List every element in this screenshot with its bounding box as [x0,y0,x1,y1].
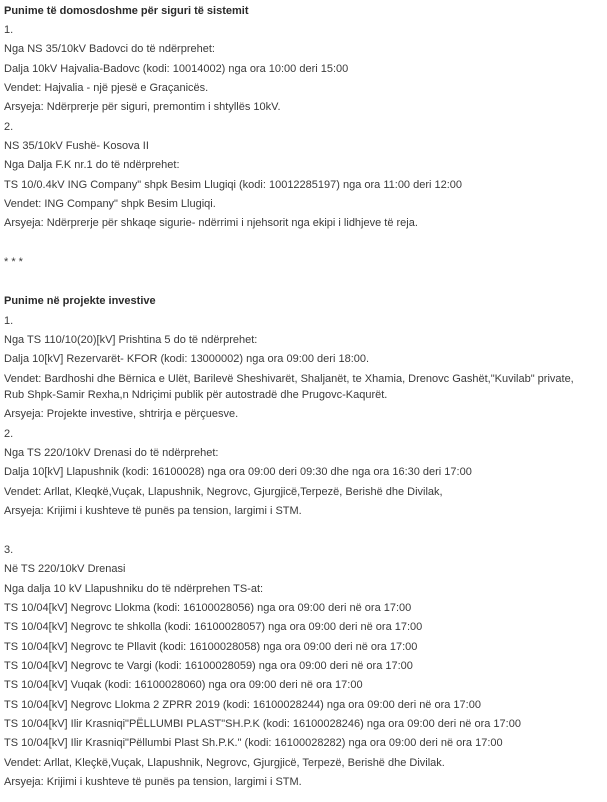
substation-line: Në TS 220/10kV Drenasi [4,563,126,575]
feeder-intro-line: Nga dalja 10 kV Llapushniku do të ndërprehen TS-at: [4,583,264,595]
feeder-line: Dalja 10kV Hajvalia-Badovc (kodi: 10014002) nga ora 10:00 deri 15:00 [4,63,349,75]
reason-line: Arsyeja: Krijimi i kushteve të punës pa tension, largimi i STM. [4,505,302,517]
places-line-continued: Rub Shpk-Samir Rexha,n Ndriçimi publik për autostradë dhe Prugovc-Kaqurët. [4,389,388,401]
item-number: 1. [4,24,14,36]
reason-line: Arsyeja: Ndërprerje për shkaqe sigurie- ndërrimi i njehsorit nga ekipi i lidhjeve të reja. [4,217,418,229]
station-line: TS 10/04[kV] Vuqak (kodi: 16100028060) nga ora 09:00 deri në ora 17:00 [4,679,363,691]
item-number: 1. [4,315,14,327]
reason-line: Arsyeja: Krijimi i kushteve të punës pa tension, largimi i STM. [4,776,302,788]
station-line: TS 10/04[kV] Negrovc te Vargi (kodi: 16100028059) nga ora 09:00 deri në ora 17:00 [4,660,413,672]
item-number: 3. [4,544,14,556]
places-line: Vendet: Hajvalia - një pjesë e Graçanicës. [4,82,209,94]
item-number: 2. [4,428,14,440]
station-line: TS 10/04[kV] Negrovc te shkolla (kodi: 16100028057) nga ora 09:00 deri në ora 17:00 [4,621,423,633]
station-line: TS 10/04[kV] Ilir Krasniqi"Pëllumbi Plast Sh.P.K." (kodi: 16100028282) nga ora 09:00 deri në ora 17:00 [4,737,503,749]
station-line: TS 10/04[kV] Negrovc Llokma (kodi: 16100028056) nga ora 09:00 deri në ora 17:00 [4,602,412,614]
substation-line: Nga TS 220/10kV Drenasi do të ndërprehet: [4,447,219,459]
station-line: TS 10/04[kV] Negrovc Llokma 2 ZPRR 2019 (kodi: 16100028244) nga ora 09:00 deri në ora 17:00 [4,699,481,711]
section-heading-investment: Punime në projekte investive [4,295,156,307]
station-line: TS 10/04[kV] Negrovc te Pllavit (kodi: 16100028058) nga ora 09:00 deri në ora 17:00 [4,641,418,653]
feeder-line: Dalja 10[kV] Rezervarët- KFOR (kodi: 13000002) nga ora 09:00 deri 18:00. [4,353,370,365]
places-line: Vendet: Arllat, Kleqkë,Vuçak, Llapushnik, Negrovc, Gjurgjicë,Terpezë, Berishë dhe Divilak, [4,486,443,498]
separator: * * * [4,256,23,268]
places-line: Vendet: Bardhoshi dhe Bërnica e Ulët, Barilevë Sheshivarët, Shaljanët, te Xhamia, Drenovc Gashët,"Kuvilab" private, [4,373,574,385]
reason-line: Arsyeja: Projekte investive, shtrirja e përçuesve. [4,408,239,420]
section-heading-safety: Punime të domosdoshme për siguri të sistemit [4,5,249,17]
places-line: Vendet: Arllat, Kleçkë,Vuçak, Llapushnik, Negrovc, Gjurgjicë, Terpezë, Berishë dhe Divilak. [4,757,445,769]
substation-line: Nga TS 110/10(20)[kV] Prishtina 5 do të ndërprehet: [4,334,258,346]
substation-line: Nga NS 35/10kV Badovci do të ndërprehet: [4,43,215,55]
item-number: 2. [4,121,14,133]
feeder-line: TS 10/0.4kV ING Company" shpk Besim Llugiqi (kodi: 10012285197) nga ora 11:00 deri 12:00 [4,179,463,191]
substation-line: NS 35/10kV Fushë- Kosova II [4,140,149,152]
feeder-line: Dalja 10[kV] Llapushnik (kodi: 16100028) nga ora 09:00 deri 09:30 dhe nga ora 16:30 deri 17:00 [4,466,472,478]
feeder-intro-line: Nga Dalja F.K nr.1 do të ndërprehet: [4,159,180,171]
station-line: TS 10/04[kV] Ilir Krasniqi"PËLLUMBI PLAST"SH.P.K (kodi: 16100028246) nga ora 09:00 deri në ora 17:00 [4,718,521,730]
reason-line: Arsyeja: Ndërprerje për siguri, premontim i shtyllës 10kV. [4,101,281,113]
places-line: Vendet: ING Company" shpk Besim Llugiqi. [4,198,216,210]
